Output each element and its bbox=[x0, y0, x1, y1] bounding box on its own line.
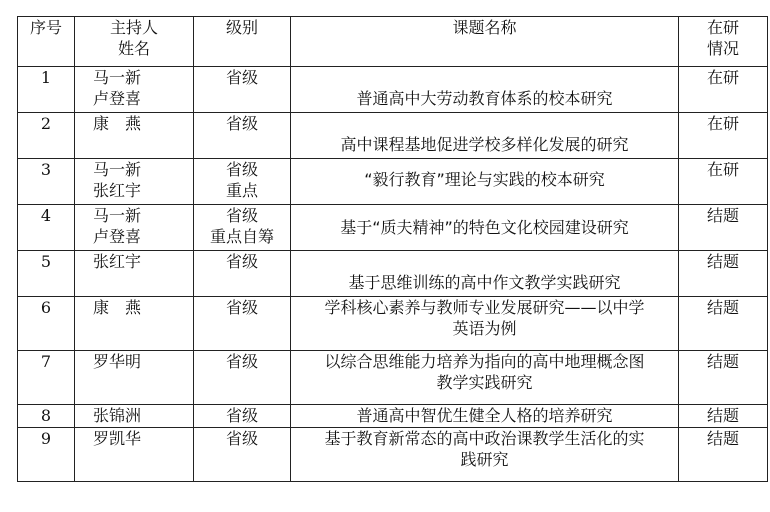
host-cell bbox=[75, 297, 194, 351]
level-text: 省级 bbox=[225, 252, 258, 271]
title-text: 践研究 bbox=[460, 450, 509, 469]
table-row bbox=[18, 297, 768, 351]
level-text: 省级 bbox=[225, 160, 258, 179]
host-name: 罗凯华 bbox=[93, 429, 142, 448]
host-name: 罗华明 bbox=[93, 352, 142, 371]
table-row bbox=[18, 351, 768, 405]
host-cell bbox=[75, 113, 194, 159]
title-text: 学科核心素养与教师专业发展研究——以中学 bbox=[324, 298, 645, 317]
host-name: 卢登喜 bbox=[93, 89, 142, 108]
level-text: 省级 bbox=[225, 298, 258, 317]
seq-cell: 3 bbox=[18, 159, 75, 205]
title-cell bbox=[291, 113, 679, 159]
table-row bbox=[18, 428, 768, 482]
host-name: 张红宇 bbox=[93, 181, 142, 200]
seq-cell: 4 bbox=[18, 205, 75, 251]
title-text: 基于教育新常态的高中政治课教学生活化的实 bbox=[324, 429, 645, 448]
host-cell bbox=[75, 67, 194, 113]
level-text: 省级 bbox=[225, 206, 258, 225]
host-cell bbox=[75, 251, 194, 297]
title-cell bbox=[291, 428, 679, 482]
title-cell bbox=[291, 351, 679, 405]
host-cell bbox=[75, 205, 194, 251]
header-status-line2: 情况 bbox=[706, 39, 739, 58]
level-text: 省级 bbox=[225, 114, 258, 133]
title-cell bbox=[291, 159, 679, 205]
host-name: 马一新 bbox=[93, 206, 142, 225]
seq-cell: 7 bbox=[18, 351, 75, 405]
host-name: 张红宇 bbox=[93, 252, 142, 271]
level-text: 重点 bbox=[225, 181, 258, 200]
title-cell bbox=[291, 251, 679, 297]
status-cell: 结题 bbox=[679, 351, 768, 405]
host-name: 卢登喜 bbox=[93, 227, 142, 246]
host-name: 康 燕 bbox=[93, 114, 142, 133]
title-cell bbox=[291, 67, 679, 113]
header-host bbox=[75, 17, 194, 67]
table-row bbox=[18, 205, 768, 251]
host-cell bbox=[75, 159, 194, 205]
title-text: 普通高中大劳动教育体系的校本研究 bbox=[356, 89, 613, 108]
title-text: “毅行教育”理论与实践的校本研究 bbox=[364, 170, 605, 189]
table-row bbox=[18, 405, 768, 428]
level-cell bbox=[194, 351, 291, 405]
level-cell bbox=[194, 113, 291, 159]
title-text: 普通高中智优生健全人格的培养研究 bbox=[356, 406, 613, 425]
seq-cell: 2 bbox=[18, 113, 75, 159]
header-host-line1: 主持人 bbox=[109, 18, 158, 37]
level-text: 省级 bbox=[225, 68, 258, 87]
title-text: 基于思维训练的高中作文教学实践研究 bbox=[348, 273, 621, 292]
table-row bbox=[18, 159, 768, 205]
level-text: 省级 bbox=[225, 406, 258, 425]
table-row bbox=[18, 113, 768, 159]
header-status-line1: 在研 bbox=[706, 18, 739, 37]
status-cell: 结题 bbox=[679, 297, 768, 351]
host-name: 马一新 bbox=[93, 68, 142, 87]
status-cell: 结题 bbox=[679, 251, 768, 297]
seq-cell: 5 bbox=[18, 251, 75, 297]
status-cell: 结题 bbox=[679, 205, 768, 251]
seq-cell: 6 bbox=[18, 297, 75, 351]
table-row bbox=[18, 251, 768, 297]
level-cell bbox=[194, 251, 291, 297]
header-host-line2: 姓名 bbox=[117, 39, 150, 58]
level-cell bbox=[194, 297, 291, 351]
host-cell bbox=[75, 351, 194, 405]
status-cell: 在研 bbox=[679, 67, 768, 113]
title-cell bbox=[291, 205, 679, 251]
host-name: 张锦洲 bbox=[93, 406, 142, 425]
title-text: 英语为例 bbox=[452, 319, 517, 338]
level-cell bbox=[194, 159, 291, 205]
level-cell bbox=[194, 405, 291, 428]
header-row bbox=[18, 17, 768, 67]
status-cell: 在研 bbox=[679, 113, 768, 159]
table-row bbox=[18, 67, 768, 113]
status-cell: 结题 bbox=[679, 405, 768, 428]
header-title: 课题名称 bbox=[291, 17, 679, 67]
host-cell bbox=[75, 428, 194, 482]
level-text: 省级 bbox=[225, 352, 258, 371]
level-cell bbox=[194, 67, 291, 113]
seq-cell: 9 bbox=[18, 428, 75, 482]
title-cell bbox=[291, 297, 679, 351]
host-cell bbox=[75, 405, 194, 428]
host-name: 康 燕 bbox=[93, 298, 142, 317]
status-cell: 在研 bbox=[679, 159, 768, 205]
level-text: 省级 bbox=[225, 429, 258, 448]
header-seq: 序号 bbox=[18, 17, 75, 67]
host-name: 马一新 bbox=[93, 160, 142, 179]
title-text: 以综合思维能力培养为指向的高中地理概念图 bbox=[324, 352, 645, 371]
seq-cell: 8 bbox=[18, 405, 75, 428]
header-status bbox=[679, 17, 768, 67]
research-projects-table bbox=[17, 16, 768, 482]
title-text: 教学实践研究 bbox=[436, 373, 533, 392]
title-text: 基于“质夫精神”的特色文化校园建设研究 bbox=[340, 218, 629, 237]
title-cell bbox=[291, 405, 679, 428]
seq-cell: 1 bbox=[18, 67, 75, 113]
header-level: 级别 bbox=[194, 17, 291, 67]
level-cell bbox=[194, 205, 291, 251]
level-text: 重点自筹 bbox=[209, 227, 274, 246]
title-text: 高中课程基地促进学校多样化发展的研究 bbox=[340, 135, 629, 154]
status-cell: 结题 bbox=[679, 428, 768, 482]
level-cell bbox=[194, 428, 291, 482]
